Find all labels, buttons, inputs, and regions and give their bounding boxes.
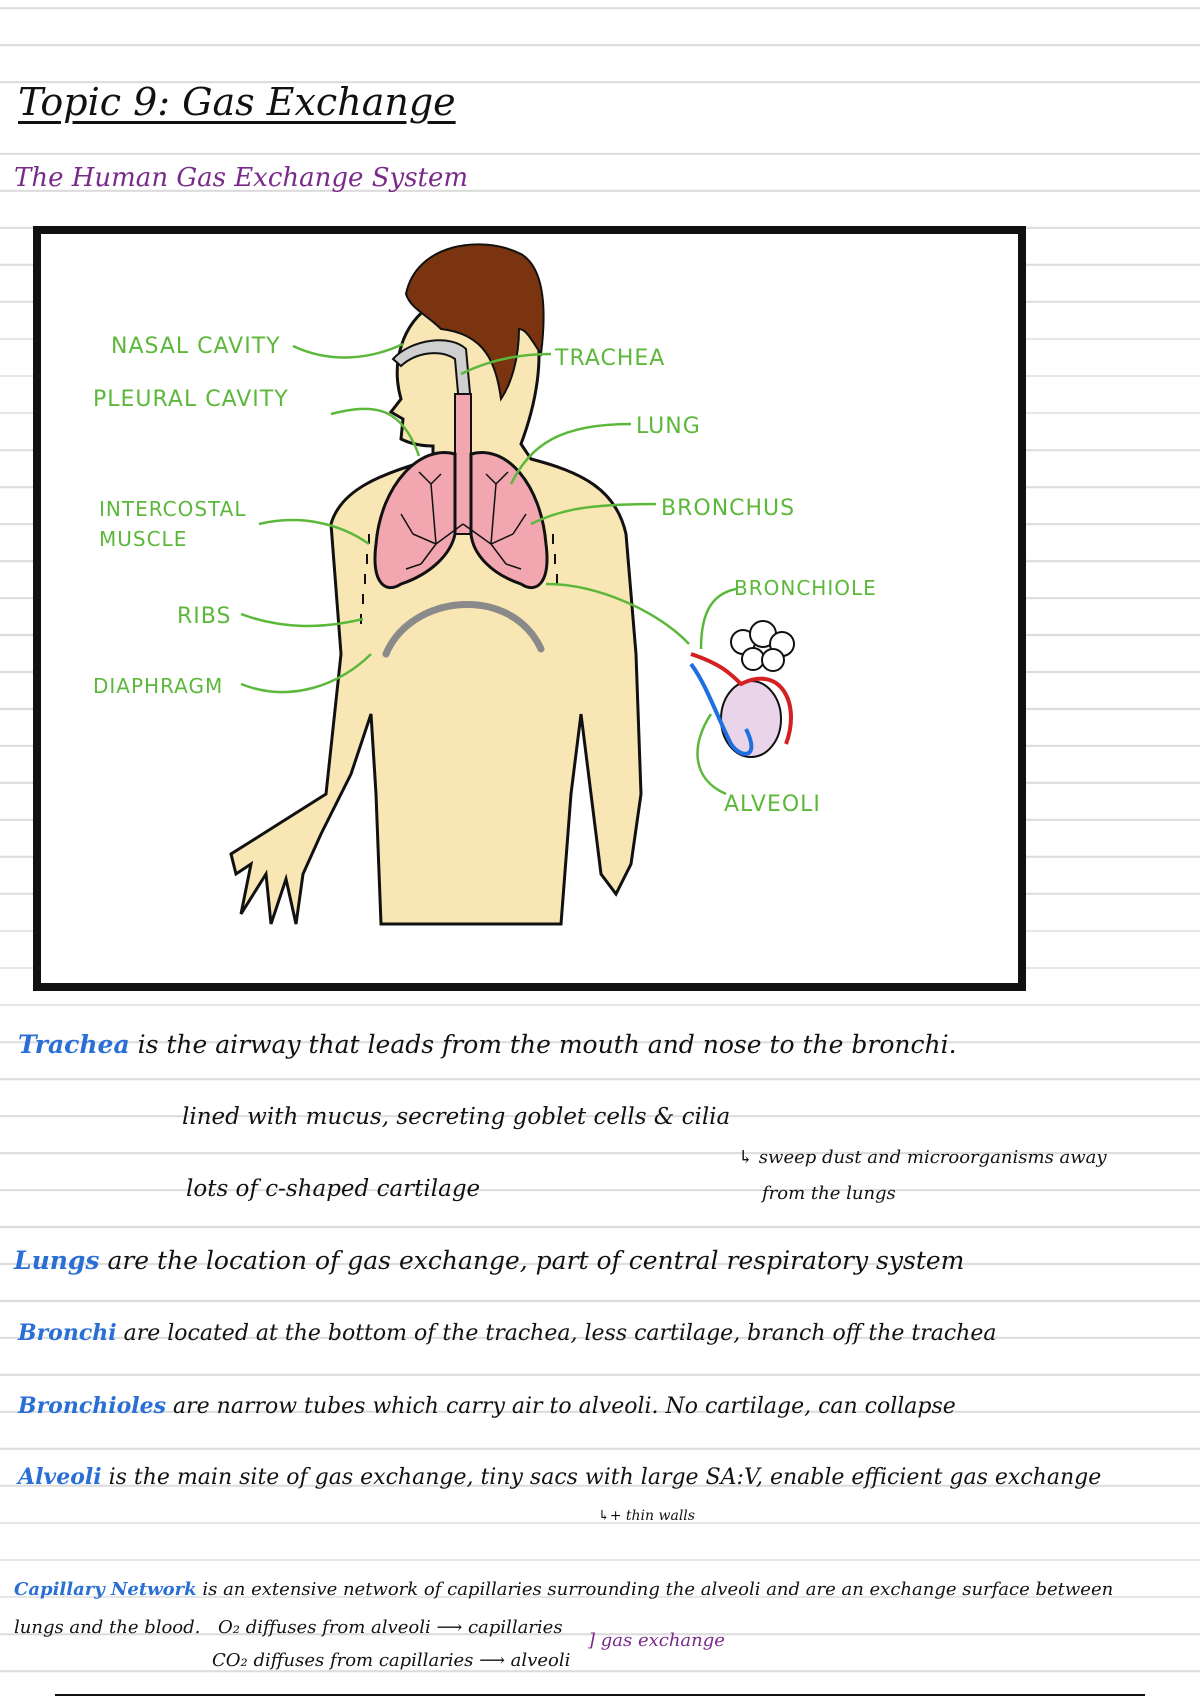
note-trachea-aside-1: ↳ sweep dust and microorganisms away xyxy=(738,1147,1107,1168)
page-title: Topic 9: Gas Exchange xyxy=(18,80,456,124)
label-intercostal-2: MUSCLE xyxy=(99,527,188,551)
label-bronchiole: BRONCHIOLE xyxy=(734,576,877,600)
label-pleural-cavity: PLEURAL CAVITY xyxy=(93,387,289,412)
label-ribs: RIBS xyxy=(177,604,232,629)
note-gas-exchange: ] gas exchange xyxy=(588,1630,725,1651)
trachea xyxy=(455,394,471,534)
text-bronchi: are located at the bottom of the trachea, less cartilage, branch off the trachea xyxy=(116,1321,997,1346)
note-trachea-cartilage: lots of c-shaped cartilage xyxy=(186,1176,481,1202)
term-alveoli: Alveoli xyxy=(18,1464,102,1490)
term-capillary: Capillary Network xyxy=(14,1579,197,1600)
note-alveoli-aside: ↳+ thin walls xyxy=(598,1508,695,1524)
label-trachea: TRACHEA xyxy=(555,346,666,371)
note-alveoli xyxy=(18,1464,1101,1490)
note-trachea xyxy=(18,1030,957,1059)
note-trachea-aside-2: from the lungs xyxy=(762,1183,896,1204)
label-lung: LUNG xyxy=(636,414,701,439)
term-lungs: Lungs xyxy=(14,1246,100,1275)
bottom-rule xyxy=(55,1694,1145,1696)
text-alveoli: is the main site of gas exchange, tiny sacs with large SA:V, enable efficient gas exchange xyxy=(101,1465,1102,1490)
label-bronchus: BRONCHUS xyxy=(661,496,796,521)
term-bronchioles: Bronchioles xyxy=(18,1393,167,1419)
note-capillary-line2: lungs and the blood. xyxy=(14,1617,201,1638)
term-trachea: Trachea xyxy=(18,1030,130,1059)
label-diaphragm: DIAPHRAGM xyxy=(93,674,224,698)
note-bronchioles xyxy=(18,1393,956,1419)
note-capillary xyxy=(14,1579,1113,1600)
note-co2-diffusion: CO₂ diffuses from capillaries ⟶ alveoli xyxy=(212,1650,571,1671)
body-outline xyxy=(231,304,641,924)
text-bronchioles: are narrow tubes which carry air to alveoli. No cartilage, can collapse xyxy=(166,1394,956,1419)
note-bronchi xyxy=(18,1320,997,1346)
label-alveoli: ALVEOLI xyxy=(724,792,821,817)
note-lungs xyxy=(14,1246,964,1275)
note-o2-diffusion: O₂ diffuses from alveoli ⟶ capillaries xyxy=(218,1617,563,1638)
text-lungs: are the location of gas exchange, part of central respiratory system xyxy=(99,1246,965,1275)
term-bronchi: Bronchi xyxy=(18,1320,117,1346)
label-intercostal-1: INTERCOSTAL xyxy=(99,497,247,521)
text-capillary: is an extensive network of capillaries surrounding the alveoli and are an exchange surface between xyxy=(196,1579,1114,1600)
note-trachea-lining: lined with mucus, secreting goblet cells & cilia xyxy=(182,1104,731,1130)
text-trachea: is the airway that leads from the mouth and nose to the bronchi. xyxy=(129,1030,957,1059)
label-nasal-cavity: NASAL CAVITY xyxy=(111,334,281,359)
diagram-frame xyxy=(33,226,1026,991)
page-subtitle: The Human Gas Exchange System xyxy=(14,163,469,193)
